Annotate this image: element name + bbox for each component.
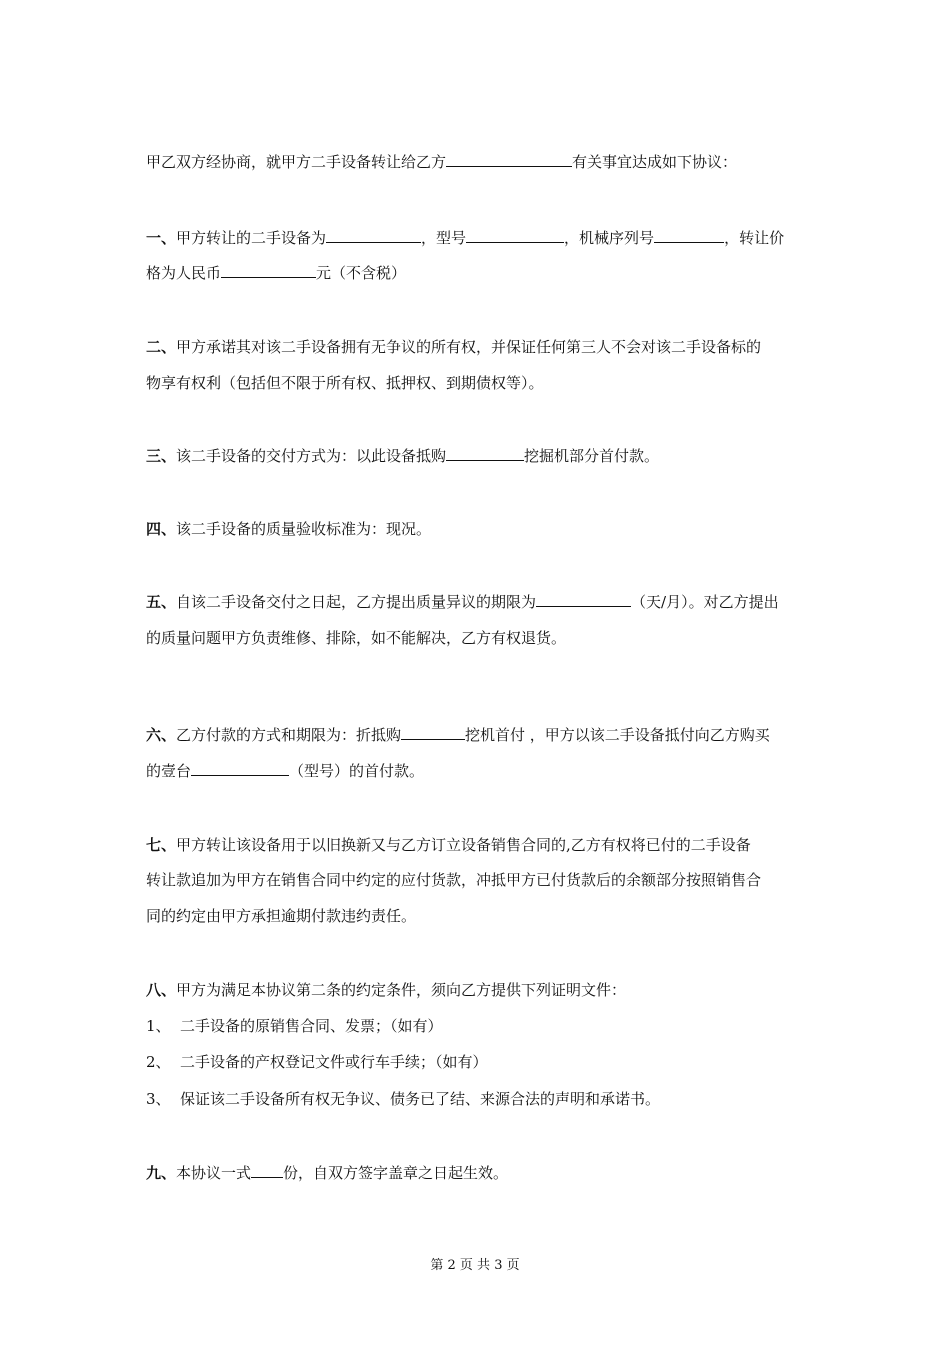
clause-3-line [146, 446, 659, 466]
list-text: 二手设备的产权登记文件或行车手续；（如有） [180, 1053, 488, 1071]
list-item [146, 1052, 488, 1072]
list-number: 1、 [146, 1017, 171, 1035]
clause-text: 物享有权利（包括但不限于所有权、抵押权、到期债权等）。 [146, 374, 544, 392]
clause-text: 甲方转让该设备用于以旧换新又与乙方订立设备销售合同的,乙方有权将已付的二手设备 [176, 836, 751, 854]
clause-number: 九、 [146, 1164, 177, 1182]
clause-text: 甲方转让的二手设备为 [176, 229, 327, 247]
clause-text: 该二手设备的质量验收标准为：现况。 [176, 520, 432, 538]
clause-number: 七、 [146, 836, 177, 854]
clause-text: 自该二手设备交付之日起，乙方提出质量异议的期限为 [176, 593, 537, 611]
clause-text: 的质量问题甲方负责维修、排除，如不能解决，乙方有权退货。 [146, 629, 567, 647]
blank-copies[interactable] [251, 1163, 283, 1178]
clause-text: ，转让价 [724, 229, 785, 247]
clause-text: 甲方为满足本协议第二条的约定条件，须向乙方提供下列证明文件： [176, 981, 627, 999]
clause-text: 元（不含税） [316, 264, 407, 282]
clause-text: ，型号 [421, 229, 467, 247]
intro-text-before: 甲乙双方经协商，就甲方二手设备转让给乙方 [146, 153, 447, 171]
list-item [146, 1089, 660, 1109]
clause-text: 本协议一式 [176, 1164, 252, 1182]
clause-text: 转让款追加为甲方在销售合同中约定的应付货款，冲抵甲方已付货款后的余额部分按照销售合 [146, 871, 762, 889]
list-item [146, 1016, 443, 1036]
blank-model-2[interactable] [191, 761, 289, 776]
clause-4-line [146, 519, 431, 539]
clause-text: ，机械序列号 [564, 229, 655, 247]
blank-buyer[interactable] [446, 152, 572, 167]
clause-text: （天/月）。对乙方提出 [631, 593, 779, 611]
clause-text: 甲方承诺其对该二手设备拥有无争议的所有权，并保证任何第三人不会对该二手设备标的 [176, 338, 762, 356]
clause-1-line-2 [146, 263, 406, 283]
clause-number: 八、 [146, 981, 177, 999]
clause-text: 的壹台 [146, 762, 192, 780]
clause-6-line-2 [146, 761, 424, 781]
clause-number: 五、 [146, 593, 177, 611]
clause-text: 格为人民币 [146, 264, 222, 282]
blank-model[interactable] [466, 228, 564, 243]
intro-text-after: 有关事宜达成如下协议： [572, 153, 738, 171]
clause-number: 一、 [146, 229, 177, 247]
list-text: 保证该二手设备所有权无争议、债务已了结、来源合法的声明和承诺书。 [180, 1090, 661, 1108]
clause-number: 四、 [146, 520, 177, 538]
clause-text: 挖掘机部分首付款。 [524, 447, 660, 465]
blank-offset[interactable] [401, 725, 465, 740]
clause-number: 三、 [146, 447, 177, 465]
blank-serial[interactable] [654, 228, 724, 243]
clause-7-line-3 [146, 906, 416, 926]
clause-7-line-1 [146, 835, 751, 855]
clause-number: 六、 [146, 726, 177, 744]
list-number: 3、 [146, 1090, 171, 1108]
list-number: 2、 [146, 1053, 171, 1071]
clause-text: 挖机首付 ，甲方以该二手设备抵付向乙方购买 [465, 726, 770, 744]
clause-text: （型号）的首付款。 [289, 762, 425, 780]
clause-5-line-1 [146, 592, 779, 612]
clause-9-line [146, 1163, 508, 1183]
blank-excavator[interactable] [446, 446, 524, 461]
intro-line [146, 152, 737, 172]
clause-number: 二、 [146, 338, 177, 356]
clause-2-line-2 [146, 373, 544, 393]
clause-8-line [146, 980, 626, 1000]
clause-text: 同的约定由甲方承担逾期付款违约责任。 [146, 907, 417, 925]
clause-text: 该二手设备的交付方式为：以此设备抵购 [176, 447, 447, 465]
blank-period[interactable] [536, 592, 631, 607]
page-footer: 第 2 页 共 3 页 [430, 1258, 520, 1273]
blank-price[interactable] [221, 263, 316, 278]
clause-7-line-2 [146, 870, 761, 890]
clause-5-line-2 [146, 628, 566, 648]
clause-text: 乙方付款的方式和期限为：折抵购 [176, 726, 402, 744]
clause-1-line-1 [146, 228, 784, 248]
blank-equipment[interactable] [326, 228, 421, 243]
clause-2-line-1 [146, 337, 761, 357]
clause-6-line-1 [146, 725, 770, 745]
clause-text: 份，自双方签字盖章之日起生效。 [283, 1164, 509, 1182]
list-text: 二手设备的原销售合同、发票；（如有） [180, 1017, 443, 1035]
